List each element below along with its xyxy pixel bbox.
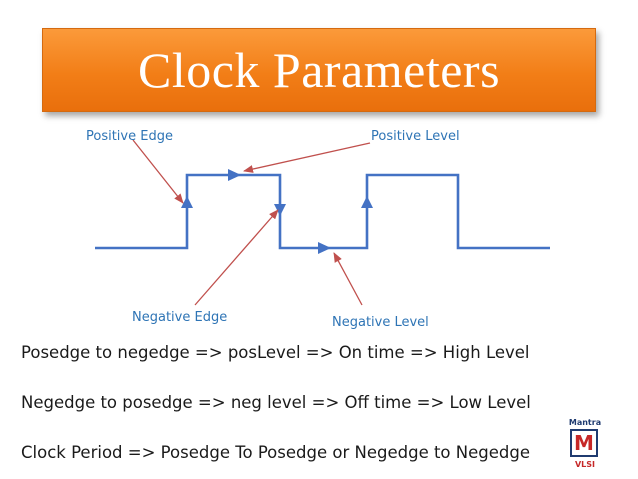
negative-level-label: Negative Level [332,315,429,330]
clock-waveform [95,175,550,248]
negative-edge-label: Negative Edge [132,310,228,325]
positive-edge-pointer [133,140,183,203]
positive-edge-label: Positive Edge [86,129,173,144]
positive-level-label: Positive Level [371,129,460,144]
logo-top-text: Mantra [568,418,602,427]
caption-neg-level: Negedge to posedge => neg level => Off time => Low Level [21,393,531,412]
negative-level-pointer [334,253,362,305]
falling-edge-arrow [274,204,286,216]
high-level-arrow [228,169,241,181]
positive-level-pointer [244,143,370,171]
low-level-arrow [318,242,331,254]
rising-edge-arrow-2 [361,196,373,208]
page-title: Clock Parameters [137,42,501,98]
caption-clock-period: Clock Period => Posedge To Posedge or Negedge to Negedge [21,443,530,462]
caption-pos-level: Posedge to negedge => posLevel => On time => High Level [21,343,530,362]
logo-bottom-text: VLSI [574,460,596,469]
negative-edge-pointer [195,210,278,305]
logo-letter: M [574,431,594,455]
mantra-vlsi-logo [563,418,607,474]
logo-badge [570,429,598,457]
